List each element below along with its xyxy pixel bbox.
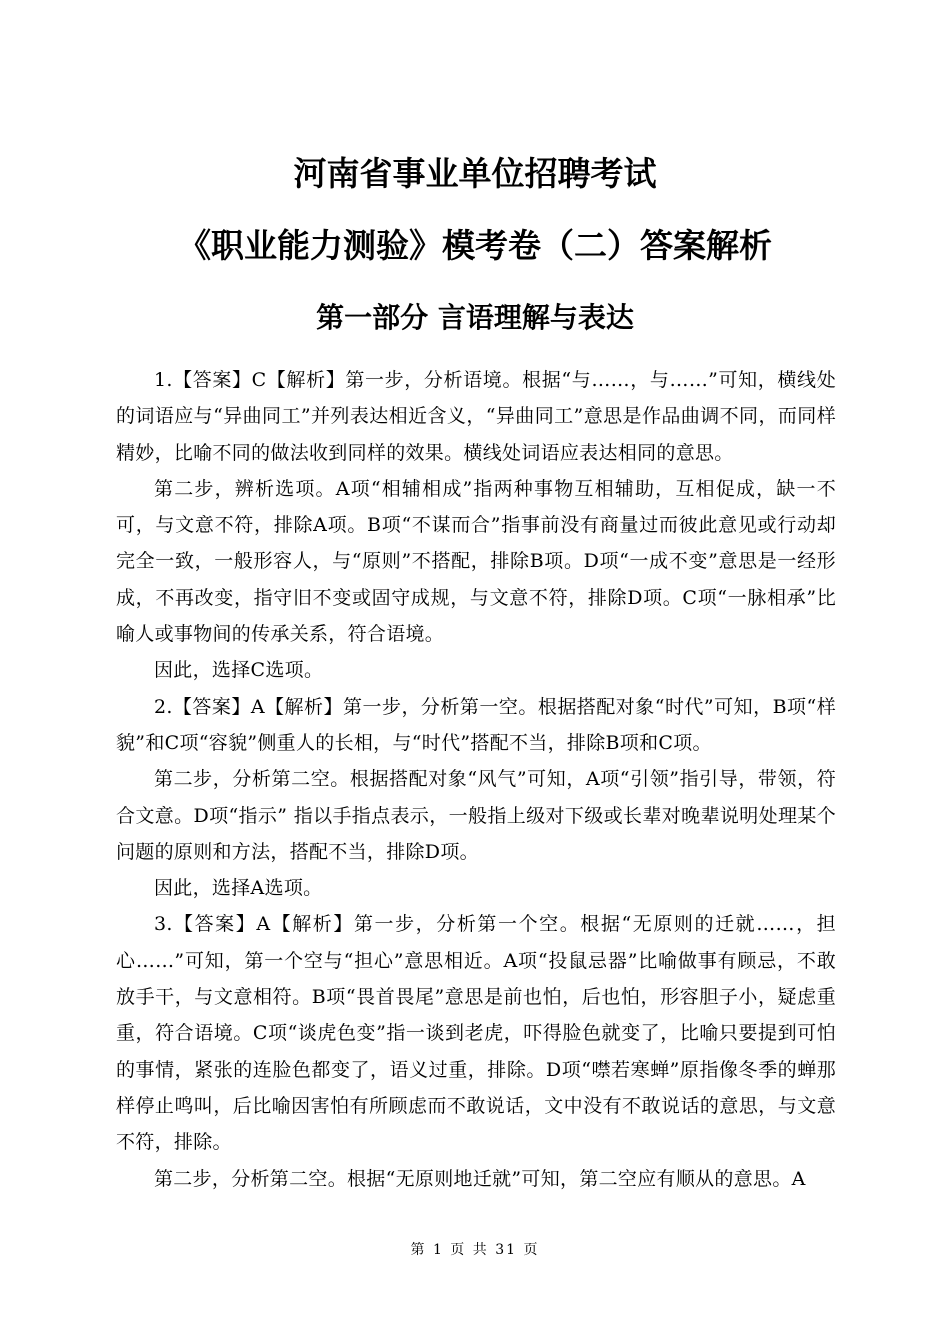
paragraph: 1.【答案】C【解析】第一步，分析语境。根据“与……，与……”可知，横线处的词语应与“异曲同工”并列表达相近含义，“异曲同工”意思是作品曲调不同，而同样精妙，比喻不同的做法收到同样的效果。横线处词语应表达相同的意思。 bbox=[116, 369, 836, 464]
document-title: 河南省事业单位招聘考试 bbox=[293, 154, 657, 193]
paragraph: 第二步，分析第二空。根据搭配对象“风气”可知，A项“引领”指引导，带领，符合文意。D项“指示” 指以手指点表示，一般指上级对下级或长辈对晚辈说明处理某个问题的原则和方法，搭配不当，排除D项。 bbox=[116, 768, 836, 863]
answer-analysis-body bbox=[116, 362, 836, 1197]
page-number: 第 1 页 共 31 页 bbox=[410, 1242, 540, 1258]
document-subtitle: 《职业能力测验》模考卷（二）答案解析 bbox=[178, 226, 772, 265]
paragraph: 因此，选择C选项。 bbox=[154, 659, 324, 682]
paragraph: 第二步，分析第二空。根据“无原则地迁就”可知，第二空应有顺从的意思。A bbox=[154, 1167, 806, 1190]
paragraph: 2.【答案】A【解析】第一步，分析第一空。根据搭配对象“时代”可知，B项“样貌”和C项“容貌”侧重人的长相，与“时代”搭配不当，排除B项和C项。 bbox=[116, 695, 836, 754]
paragraph: 第二步，辨析选项。A项“相辅相成”指两种事物互相辅助，互相促成，缺一不可，与文意不符，排除A项。B项“不谋而合”指事前没有商量过而彼此意见或行动却完全一致，一般形容人，与“原则”不搭配，排除B项。D项“一成不变”意思是一经形成，不再改变，指守旧不变或固守成规，与文意不符，排除D项。C项“一脉相承”比喻人或事物间的传承关系，符合语境。 bbox=[116, 477, 836, 646]
section-title: 第一部分 言语理解与表达 bbox=[316, 301, 634, 334]
paragraph: 因此，选择A选项。 bbox=[154, 877, 323, 900]
paragraph: 3.【答案】A【解析】第一步，分析第一个空。根据“无原则的迁就……，担心……”可知，第一个空与“担心”意思相近。A项“投鼠忌器”比喻做事有顾忌，不敢放手干，与文意相符。B项“畏首畏尾”意思是前也怕，后也怕，形容胆子小，疑虑重重，符合语境。C项“谈虎色变”指一谈到老虎，吓得脸色就变了，比喻只要提到可怕的事情，紧张的连脸色都变了，语义过重，排除。D项“噤若寒蝉”原指像冬季的蝉那样停止鸣叫，后比喻因害怕有所顾虑而不敢说话，文中没有不敢说话的意思，与文意不符，排除。 bbox=[116, 913, 836, 1154]
